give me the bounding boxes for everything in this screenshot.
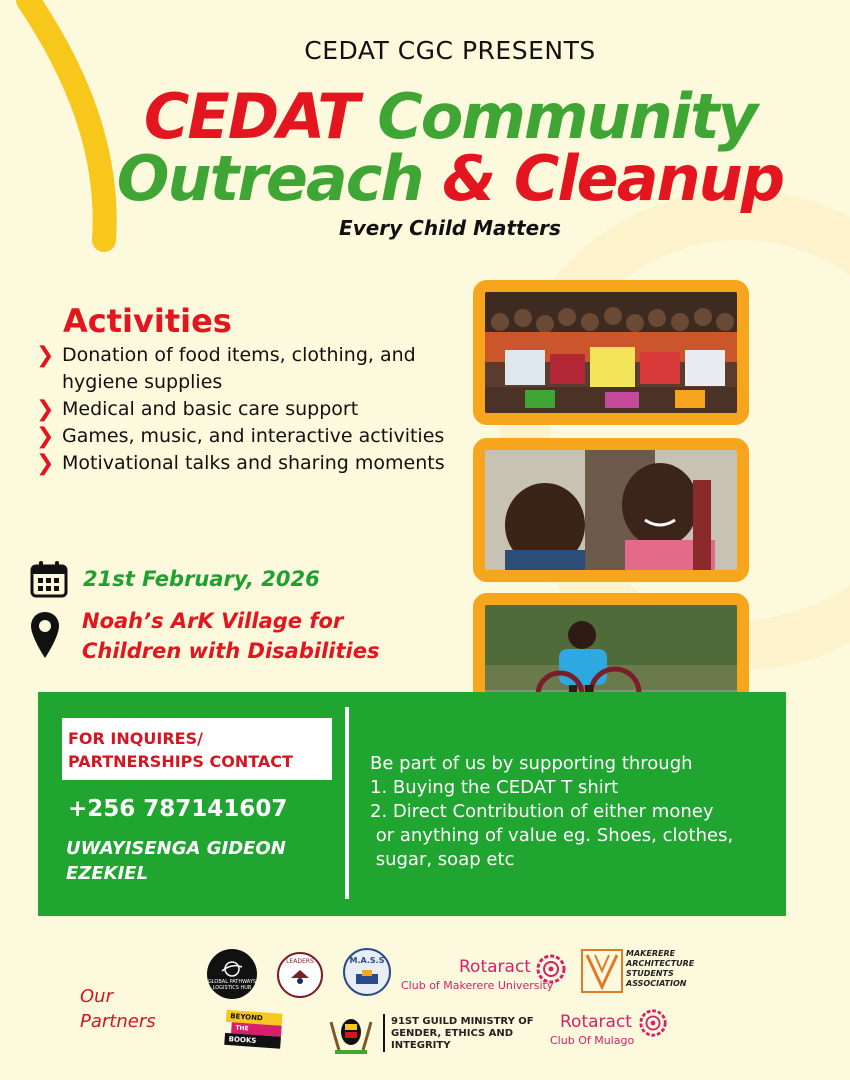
- support-line: sugar, soap etc: [370, 849, 515, 870]
- list-item: ❯ Games, music, and interactive activities: [36, 424, 445, 449]
- list-item: ❯ Donation of food items, clothing, and hygiene supplies: [36, 342, 456, 396]
- list-item: ❯ Motivational talks and sharing moments: [36, 451, 445, 476]
- makerere-architecture-logo: MAKERERE ARCHITECTURE STUDENTS ASSOCIATION: [581, 949, 691, 1001]
- support-text: [370, 752, 780, 872]
- location-line-1: Noah’s ArK Village for: [82, 609, 344, 633]
- calendar-icon: [30, 560, 68, 598]
- rotary-wheel-icon: [638, 1008, 668, 1038]
- leaders-club-logo: LEADERS: [277, 952, 323, 998]
- title-word-cleanup: Cleanup: [513, 142, 784, 215]
- partners-label: Our Partners: [80, 986, 156, 1032]
- tagline: Every Child Matters: [339, 216, 561, 240]
- date-text: 21st February, 2026: [83, 567, 320, 591]
- rotary-wheel-icon: [535, 953, 567, 985]
- contact-person: UWAYISENGA GIDEON EZEKIEL: [66, 838, 286, 884]
- title-word-outreach: Outreach: [116, 142, 423, 215]
- two-children-smiling-photo: [473, 438, 749, 582]
- guild-ministry-logo: 91ST GUILD MINISTRY OF GENDER, ETHICS AND INTEGRITY: [325, 1012, 535, 1058]
- rotaract-mulago-logo: Rotaract Club Of Mulago: [548, 1008, 678, 1048]
- support-line: 2. Direct Contribution of either money: [370, 801, 714, 822]
- contact-phone[interactable]: +256 787141607: [68, 796, 288, 822]
- panel-divider: [345, 707, 349, 899]
- support-line: Be part of us by supporting through: [370, 753, 693, 774]
- presents-line: CEDAT CGC PRESENTS: [304, 36, 596, 65]
- beyond-the-books-logo: BEYOND THE BOOKS: [223, 1010, 288, 1060]
- support-line: or anything of value eg. Shoes, clothes,: [370, 825, 734, 846]
- title-line-2: [0, 142, 850, 215]
- title-ampersand: &: [442, 142, 495, 215]
- list-item: ❯ Medical and basic care support: [36, 397, 359, 422]
- title-word-cedat: CEDAT: [143, 80, 358, 153]
- group-photo-with-donations: [473, 280, 749, 425]
- contact-label: FOR INQUIRES/ PARTNERSHIPS CONTACT: [62, 718, 332, 780]
- event-date: [30, 560, 320, 598]
- chevron-right-icon: ❯: [36, 424, 55, 449]
- global-pathways-logo: GLOBAL PATHWAYS LOGISTICS HUB: [207, 949, 257, 999]
- map-pin-icon: [30, 610, 60, 660]
- location-line-2: Children with Disabilities: [82, 639, 380, 663]
- activities-heading: Activities: [63, 302, 232, 340]
- chevron-right-icon: ❯: [36, 451, 55, 476]
- event-location: [30, 606, 379, 666]
- coat-of-arms-icon: [325, 1012, 377, 1058]
- rotaract-makerere-logo: Rotaract Club of Makerere University: [401, 955, 571, 995]
- chevron-right-icon: ❯: [36, 343, 55, 368]
- support-line: 1. Buying the CEDAT T shirt: [370, 777, 619, 798]
- title-line-1: [0, 80, 850, 153]
- mass-logo: M.A.S.S: [343, 948, 391, 996]
- title-word-community: Community: [377, 80, 757, 153]
- activities-list: [36, 342, 456, 477]
- chevron-right-icon: ❯: [36, 397, 55, 422]
